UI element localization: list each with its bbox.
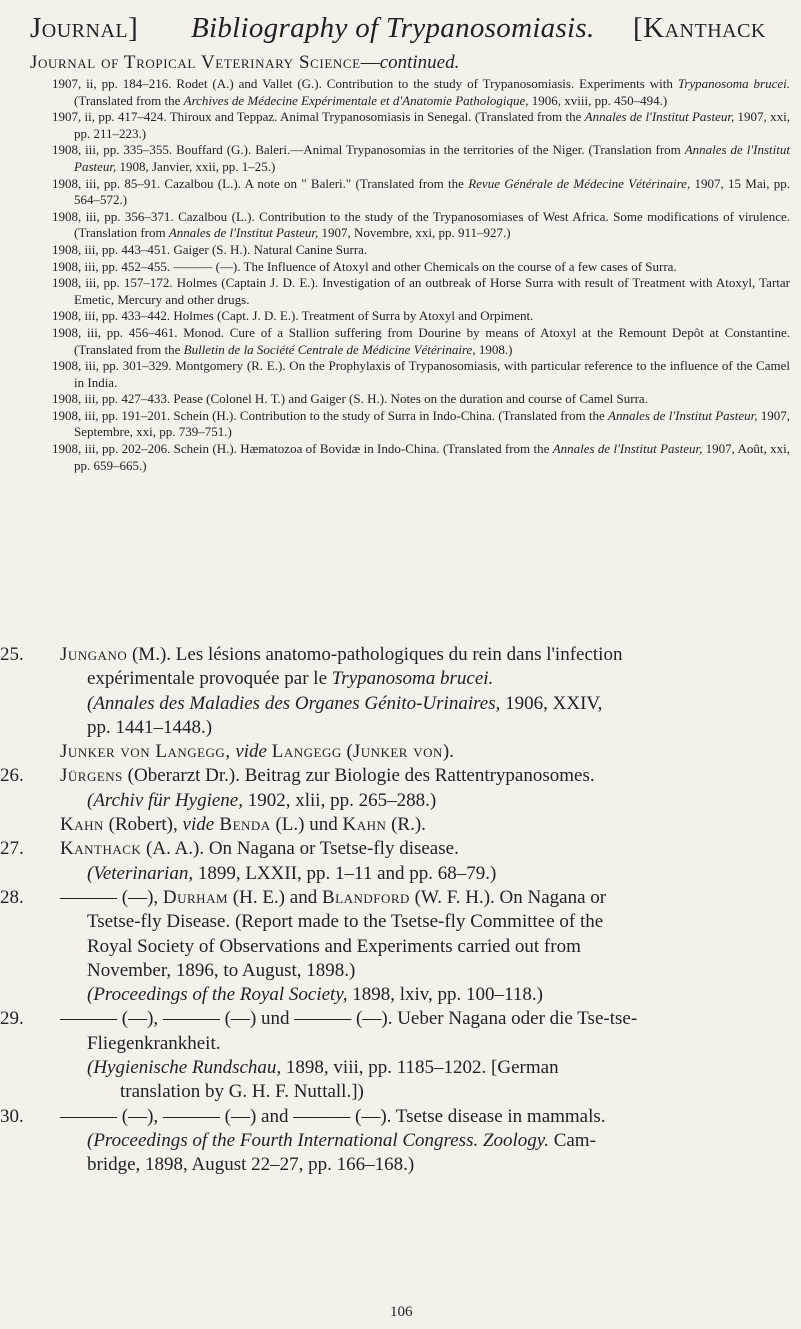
entry-text: 1908, iii, pp. 202–206. Schein (H.). Hæmatozoa of Bovidæ in Indo-China. (Translated from the (52, 441, 553, 457)
author-name: Kahn (342, 814, 387, 836)
journal-sub-entry (52, 391, 790, 408)
entry-text: (R.). (386, 814, 426, 836)
author-name: Jungano (60, 644, 128, 665)
entry-text: expérimentale provoquée par le (87, 668, 332, 690)
journal-name: Annales de l'Institut Pasteur, (552, 441, 703, 457)
entry-line: ——— (—), ——— (—) und ——— (—). Ueber Nagana oder die Tse-tse- (60, 1008, 638, 1030)
entry-29 (0, 1007, 801, 1104)
entry-text: 1906, xviii, pp. 450–494.) (528, 92, 668, 108)
entry-number: 29. (0, 1008, 24, 1030)
journal-name: Annales de l'Institut Pasteur, (74, 142, 790, 174)
journal-sub-entry (52, 142, 790, 175)
cross-reference-junker (0, 740, 801, 764)
entry-text: (H. E.) and (228, 886, 322, 908)
entry-text: 1907, ii, pp. 184–216. Rodet (A.) and Vallet (G.). Contribution to the study of Trypanosomiasis. Experiments with (52, 76, 678, 91)
author-name: Kanthack (60, 838, 142, 860)
entry-text: 1908.) (475, 341, 513, 357)
entry-25 (0, 643, 801, 740)
entry-text: 1907, Août, xxi, pp. 659–665.) (74, 441, 790, 473)
entry-line (60, 1129, 801, 1153)
entry-number: 26. (0, 765, 24, 787)
entry-line (60, 1056, 801, 1080)
running-header (30, 6, 795, 50)
entry-number: 30. (0, 1105, 24, 1127)
entry-line: pp. 1441–1448.) (87, 716, 213, 738)
journal-name: (Proceedings of the Royal Society, (87, 984, 348, 1006)
author-name: Blandford (321, 886, 410, 908)
entry-text: 1902, xlii, pp. 265–288.) (243, 789, 437, 811)
section-dash: — (360, 52, 380, 73)
entry-text: 1908, iii, pp. 456–461. Monod. Cure of a Stallion suffering from Dourine by means of Atoxyl at the Remount Depôt at Constantine. (Translated from the (52, 324, 790, 357)
journal-sub-entry (52, 275, 790, 308)
cross-reference-kahn (0, 813, 801, 837)
entry-text: ( (341, 741, 353, 763)
journal-sub-entry (52, 259, 790, 276)
entry-text: 1908, iii, pp. 452–455. ——— (—). The Influence of Atoxyl and other Chemicals on the course of a few cases of Surra. (52, 258, 677, 274)
entry-number: 25. (0, 644, 24, 665)
entry-line (60, 862, 801, 886)
entry-text: 1898, lxiv, pp. 100–118.) (347, 984, 543, 1006)
entry-26 (0, 764, 801, 813)
entry-line (60, 643, 801, 667)
entry-number: 27. (0, 838, 24, 860)
entry-text: (Robert), (103, 814, 183, 836)
entry-text: ——— (—), (60, 886, 163, 908)
header-journal: Journal] (30, 12, 139, 44)
journal-name: Annales de l'Institut Pasteur, (584, 109, 735, 125)
entry-line (60, 667, 801, 691)
entry-text: 1908, iii, pp. 427–433. Pease (Colonel H. T.) and Gaiger (S. H.). Notes on the duration and course of Camel Surra. (52, 391, 648, 407)
journal-name: Archives de Médecine Expérimentale et d'Anatomie Pathologique, (183, 92, 529, 108)
entry-text: 1908, iii, pp. 301–329. Montgomery (R. E.). On the Prophylaxis of Trypanosomiasis, with particular reference to the influence of the Camel in India. (52, 358, 790, 390)
journal-sub-entry (52, 325, 790, 358)
journal-sub-entry (52, 176, 790, 209)
entry-text: 1906, XXIV, (500, 692, 603, 714)
page-number: 106 (390, 1304, 413, 1320)
entry-30 (0, 1105, 801, 1178)
section-suffix: continued. (379, 52, 460, 73)
entry-line (60, 764, 801, 788)
entry-line (60, 740, 801, 764)
entry-text: 1907, Septembre, xxi, pp. 739–751.) (74, 407, 791, 440)
journal-sub-entry (52, 358, 790, 391)
author-name: Junker von Langegg, (60, 741, 231, 763)
header-title: Bibliography of Trypanosomiasis. (191, 12, 595, 44)
entry-text: 1908, iii, pp. 85–91. Cazalbou (L.). A note on " Baleri." (Translated from the (52, 175, 469, 191)
journal-name: (Hygienische Rundschau, (87, 1057, 282, 1079)
author-name: Durham (162, 886, 229, 908)
entry-line: Fliegenkrankheit. (87, 1032, 221, 1054)
entry-text: (W. F. H.). On Nagana or (409, 886, 607, 908)
entry-line: Royal Society of Observations and Experiments carried out from (87, 935, 581, 957)
entry-number: 28. (0, 886, 24, 908)
journal-sub-entry (52, 441, 790, 474)
entry-text: 1908, iii, pp. 356–371. Cazalbou (L.). Contribution to the study of the Trypanosomiases of West Africa. Some modifications of virulence. (Translation from (52, 208, 790, 241)
entry-text: (Translated from the (74, 92, 184, 108)
journal-name: Bulletin de la Société Centrale de Médicine Vétérinaire, (183, 341, 476, 357)
entry-text: 1907, Novembre, xxi, pp. 911–927.) (318, 225, 511, 241)
entry-text: (M.). Les lésions anatomo-pathologiques du rein dans l'infection (127, 644, 623, 665)
entry-text: 1898, viii, pp. 1185–1202. [German (281, 1057, 559, 1079)
journal-name: (Veterinarian, (87, 862, 194, 884)
entry-line: translation by G. H. F. Nuttall.]) (120, 1081, 364, 1103)
entry-line (60, 886, 801, 910)
entry-line: Tsetse-fly Disease. (Report made to the Tsetse-fly Committee of the (87, 911, 604, 933)
vide-text: vide (182, 814, 215, 836)
entry-line (60, 983, 801, 1007)
entry-line (60, 789, 801, 813)
entry-line: November, 1896, to August, 1898.) (87, 959, 356, 981)
entry-text: 1907, xxi, pp. 211–223.) (74, 109, 790, 141)
entry-text: 1908, Janvier, xxii, pp. 1–25.) (116, 158, 276, 174)
journal-name: (Proceedings of the Fourth International Congress. Zoology. (87, 1129, 549, 1151)
entry-text: (Oberarzt Dr.). Beitrag zur Biologie des Rattentrypanosomes. (122, 765, 595, 787)
entry-text: (A. A.). On Nagana or Tsetse-fly disease. (141, 838, 459, 860)
journal-sub-entry (52, 242, 790, 259)
entry-text: 1899, LXXII, pp. 1–11 and pp. 68–79.) (193, 862, 497, 884)
entry-text: 1907, 15 Mai, pp. 564–572.) (74, 175, 790, 208)
journal-sub-entry (52, 109, 790, 142)
entry-text: 1908, iii, pp. 433–442. Holmes (Capt. J. D. E.). Treatment of Surra by Atoxyl and Orpiment. (52, 308, 534, 324)
entry-text: 1908, iii, pp. 443–451. Gaiger (S. H.). Natural Canine Surra. (52, 241, 368, 257)
journal-name: Revue Générale de Médecine Vétérinaire, (468, 175, 691, 191)
journal-sub-entry (52, 308, 790, 325)
author-name: Benda (214, 814, 271, 836)
entry-text: (L.) und (270, 814, 343, 836)
entry-text: 1908, iii, pp. 157–172. Holmes (Captain J. D. E.). Investigation of an outbreak of Horse Surra with result of Treatment with Atoxyl, Tartar Emetic, Mercury and other drugs. (52, 275, 790, 307)
journal-sub-entry (52, 408, 790, 441)
header-kanthack: [Kanthack (633, 12, 766, 44)
journal-sub-entry (52, 76, 790, 109)
section-title: Journal of Tropical Veterinary Science (30, 52, 361, 73)
entry-text: Cam- (548, 1129, 596, 1151)
journal-name: Annales de l'Institut Pasteur, (608, 407, 758, 423)
author-name: Kahn (60, 814, 104, 836)
journal-name: Annales de l'Institut Pasteur, (168, 225, 319, 241)
species-name: Trypanosoma brucei. (331, 668, 494, 690)
entry-line: bridge, 1898, August 22–27, pp. 166–168.) (87, 1154, 415, 1176)
entry-text: 1907, ii, pp. 417–424. Thiroux and Teppaz. Animal Trypanosomiasis in Senegal. (Translated from the (52, 109, 585, 125)
vide-text: vide (230, 741, 272, 763)
section-heading (30, 50, 790, 76)
journal-sub-entry (52, 209, 790, 242)
entry-text: ). (442, 741, 454, 763)
author-name: Langegg (271, 741, 342, 763)
entry-27 (0, 837, 801, 886)
entry-text: 1908, iii, pp. 335–355. Bouffard (G.). Baleri.—Animal Trypanosomias in the territories of the Niger. (Translation from (52, 142, 685, 158)
journal-name: Trypanosoma brucei. (677, 76, 791, 91)
author-name: Jürgens (60, 765, 123, 787)
entry-28 (0, 886, 801, 1007)
journal-name: (Archiv für Hygiene, (87, 789, 243, 811)
entry-line (60, 813, 801, 837)
journal-sub-entries (30, 76, 790, 474)
entry-line (60, 692, 801, 716)
author-name: Junker von (352, 741, 443, 763)
entry-line (60, 837, 801, 861)
entry-line: ——— (—), ——— (—) and ——— (—). Tsetse disease in mammals. (60, 1105, 606, 1127)
journal-name: (Annales des Maladies des Organes Génito-Urinaires, (87, 692, 501, 714)
entry-text: 1908, iii, pp. 191–201. Schein (H.). Contribution to the study of Surra in Indo-China. (Translated from the (52, 407, 609, 423)
main-entries (0, 643, 801, 1178)
